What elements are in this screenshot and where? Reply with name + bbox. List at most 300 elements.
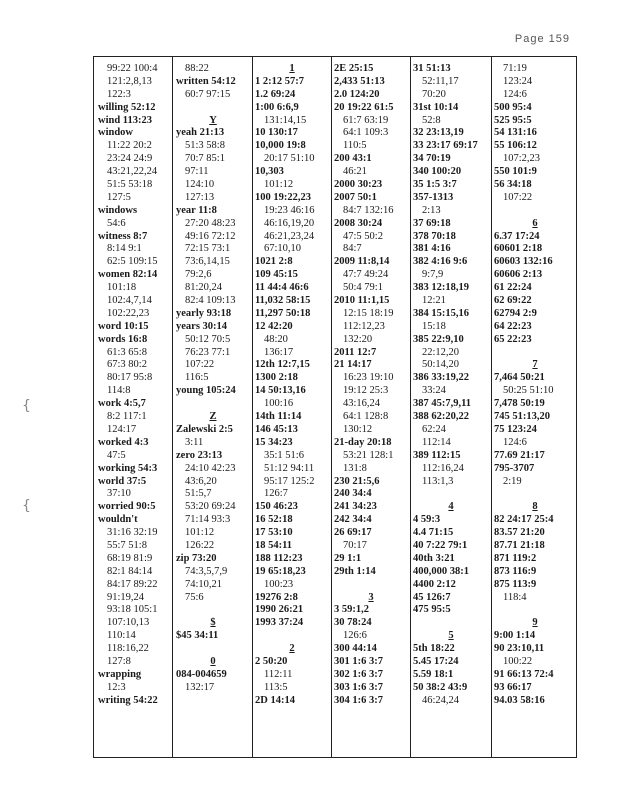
- index-reference: 79:2,6: [185, 269, 212, 281]
- index-reference: 113:5: [264, 681, 288, 693]
- index-headword: 19276 2:8: [255, 591, 298, 603]
- index-headword: 75 123:24: [494, 423, 537, 435]
- index-reference: 12:15 18:19: [343, 307, 394, 319]
- index-headword: 241 34:23: [334, 501, 377, 513]
- index-reference: 114:8: [107, 385, 131, 397]
- index-headword: 6.37 17:24: [494, 230, 540, 242]
- index-headword: 7,464 50:21: [494, 372, 545, 384]
- index-reference: 132:17: [185, 681, 215, 693]
- index-headword: 302 1:6 3:7: [334, 668, 383, 680]
- index-reference: 113:1,3: [422, 475, 454, 487]
- index-headword: 94.03 58:16: [494, 694, 545, 706]
- column-divider: [491, 57, 492, 757]
- index-headword: 50 38:2 43:9: [413, 681, 468, 693]
- index-headword: 11 44:4 46:6: [255, 282, 309, 294]
- index-reference: 84:7 132:16: [343, 204, 394, 216]
- index-headword: 55 106:12: [494, 140, 537, 152]
- index-reference: 70:17: [343, 539, 367, 551]
- index-headword: 64 22:23: [494, 320, 532, 332]
- index-reference: 68:19 81:9: [107, 552, 153, 564]
- index-column-1: [98, 63, 170, 708]
- index-reference: 101:18: [107, 282, 137, 294]
- index-headword: 301 1:6 3:7: [334, 655, 383, 667]
- index-headword: 29 1:1: [334, 552, 362, 564]
- index-headword: 10,303: [255, 166, 284, 178]
- index-headword: zero 23:13: [176, 449, 223, 461]
- index-headword: window: [98, 127, 134, 139]
- index-reference: 130:12: [343, 423, 373, 435]
- index-reference: 107:22: [185, 359, 215, 371]
- index-reference: 118:16,22: [107, 643, 149, 655]
- index-reference: 136:17: [264, 346, 294, 358]
- index-reference: 33:24: [422, 385, 446, 397]
- index-reference: 102:22,23: [107, 307, 150, 319]
- index-reference: 93:18 105:1: [107, 604, 158, 616]
- index-reference: 67:10,10: [264, 243, 302, 255]
- index-spacer: [413, 617, 489, 630]
- index-headword: 795-3707: [494, 462, 535, 474]
- index-reference: 84:17 89:22: [107, 578, 158, 590]
- index-reference: 81:20,24: [185, 282, 223, 294]
- index-reference: 124:6: [503, 436, 527, 448]
- index-headword: willing 52:12: [98, 101, 156, 113]
- index-headword: 1990 26:21: [255, 604, 304, 616]
- index-headword: 386 33:19,22: [413, 372, 469, 384]
- index-headword: words 16:8: [98, 333, 148, 345]
- index-spacer: [494, 604, 576, 617]
- index-reference: 52:11,17: [422, 75, 459, 87]
- index-headword: 56 34:18: [494, 179, 532, 191]
- index-reference: 43:16,24: [343, 398, 381, 410]
- index-headword: world 37:5: [98, 475, 147, 487]
- index-headword: 32 23:13,19: [413, 127, 464, 139]
- index-section-letter: 5: [448, 630, 454, 642]
- index-headword: 87.71 21:18: [494, 539, 545, 551]
- index-headword: 60606 2:13: [494, 269, 543, 281]
- index-headword: 378 70:18: [413, 230, 456, 242]
- index-headword: 31st 10:14: [413, 101, 459, 113]
- index-reference: 112:14: [422, 436, 451, 448]
- index-headword: 146 45:13: [255, 423, 298, 435]
- index-headword: 4.4 71:15: [413, 527, 454, 539]
- index-headword: 15 34:23: [255, 436, 293, 448]
- index-reference: 62:24: [422, 423, 446, 435]
- index-headword: 475 95:5: [413, 604, 451, 616]
- index-reference: 43:6,20: [185, 475, 217, 487]
- index-headword: 30 78:24: [334, 617, 372, 629]
- index-headword: 54 131:16: [494, 127, 537, 139]
- index-headword: 83.57 21:20: [494, 527, 545, 539]
- index-headword: 2.0 124:20: [334, 88, 380, 100]
- index-reference: 2:13: [422, 204, 441, 216]
- index-headword: 4400 2:12: [413, 578, 456, 590]
- index-headword: 5.45 17:24: [413, 655, 459, 667]
- index-reference: 122:3: [107, 88, 131, 100]
- index-column-6: [494, 63, 576, 708]
- index-headword: 93 66:17: [494, 681, 532, 693]
- index-reference: 8:2 117:1: [107, 411, 147, 423]
- index-reference: 110:5: [343, 140, 367, 152]
- index-reference: 126:6: [343, 630, 367, 642]
- index-reference: 51:5,7: [185, 488, 212, 500]
- index-reference: 76:23 77:1: [185, 346, 231, 358]
- index-reference: 50:4 79:1: [343, 282, 383, 294]
- index-headword: 873 116:9: [494, 565, 537, 577]
- index-headword: 387 45:7,9,11: [413, 398, 472, 410]
- index-headword: working 54:3: [98, 462, 158, 474]
- index-column-4: [334, 63, 408, 708]
- index-reference: 50:12 70:5: [185, 333, 231, 345]
- index-headword: 389 112:15: [413, 449, 461, 461]
- index-reference: 46:21: [343, 166, 367, 178]
- index-headword: 2,433 51:13: [334, 75, 385, 87]
- index-headword: 150 46:23: [255, 501, 298, 513]
- index-headword: 77.69 21:17: [494, 449, 545, 461]
- index-headword: 240 34:4: [334, 488, 372, 500]
- index-headword: zip 73:20: [176, 552, 217, 564]
- index-headword: 2007 50:1: [334, 191, 377, 203]
- index-headword: 18 54:11: [255, 539, 293, 551]
- index-headword: 109 45:15: [255, 269, 298, 281]
- index-reference: 74:3,5,7,9: [185, 565, 228, 577]
- index-headword: 1.2 69:24: [255, 88, 296, 100]
- index-spacer: [494, 488, 576, 501]
- index-headword: 21 14:17: [334, 359, 372, 371]
- index-headword: 1300 2:18: [255, 372, 298, 384]
- index-headword: 303 1:6 3:7: [334, 681, 383, 693]
- index-headword: 34 70:19: [413, 153, 451, 165]
- index-headword: 1021 2:8: [255, 256, 293, 268]
- index-headword: women 82:14: [98, 269, 158, 281]
- index-reference: 62:5 109:15: [107, 256, 158, 268]
- index-reference: 112:12,23: [343, 320, 385, 332]
- index-headword: 400,000 38:1: [413, 565, 469, 577]
- index-section-letter: 7: [532, 359, 538, 371]
- index-headword: 2D 14:14: [255, 694, 295, 706]
- index-headword: 4 59:3: [413, 514, 441, 526]
- index-reference: 61:3 65:8: [107, 346, 147, 358]
- index-headword: 084-004659: [176, 668, 227, 680]
- column-divider: [252, 57, 253, 757]
- index-reference: 51:5 53:18: [107, 179, 153, 191]
- index-headword: 5th 18:22: [413, 643, 455, 655]
- index-reference: 71:14 93:3: [185, 514, 231, 526]
- page-number-label: Page 159: [514, 33, 570, 45]
- index-reference: 11:22 20:2: [107, 140, 152, 152]
- index-headword: 5.59 18:1: [413, 668, 454, 680]
- index-reference: 124:10: [185, 179, 215, 191]
- index-headword: 384 15:15,16: [413, 307, 469, 319]
- index-reference: 72:15 73:1: [185, 243, 231, 255]
- index-headword: wind 113:23: [98, 114, 152, 126]
- index-reference: 61:7 63:19: [343, 114, 389, 126]
- index-headword: 9:00 1:14: [494, 630, 536, 642]
- index-reference: 3:11: [185, 436, 204, 448]
- index-reference: 88:22: [185, 63, 209, 74]
- index-reference: 52:8: [422, 114, 441, 126]
- index-headword: 1 2:12 57:7: [255, 75, 304, 87]
- index-headword: 10,000 19:8: [255, 140, 306, 152]
- index-reference: 71:19: [503, 63, 527, 74]
- index-headword: 550 101:9: [494, 166, 537, 178]
- index-reference: 75:6: [185, 591, 204, 603]
- index-headword: 11,032 58:15: [255, 295, 311, 307]
- index-headword: worried 90:5: [98, 501, 156, 513]
- index-reference: 82:1 84:14: [107, 565, 153, 577]
- index-reference: 16:23 19:10: [343, 372, 394, 384]
- index-spacer: [334, 579, 408, 592]
- index-reference: 19:12 25:3: [343, 385, 389, 397]
- index-reference: 124:6: [503, 88, 527, 100]
- index-reference: 8:14 9:1: [107, 243, 142, 255]
- index-headword: 60603 132:16: [494, 256, 553, 268]
- index-headword: yeah 21:13: [176, 127, 225, 139]
- index-headword: 14th 11:14: [255, 411, 302, 423]
- index-spacer: [413, 488, 489, 501]
- index-reference: 47:7 49:24: [343, 269, 389, 281]
- index-headword: young 105:24: [176, 385, 236, 397]
- index-reference: 67:3 80:2: [107, 359, 147, 371]
- column-divider: [331, 57, 332, 757]
- index-reference: 51:12 94:11: [264, 462, 315, 474]
- index-headword: 45 126:7: [413, 591, 451, 603]
- index-section-letter: 4: [448, 501, 454, 513]
- index-headword: 26 69:17: [334, 527, 372, 539]
- index-reference: 53:20 69:24: [185, 501, 236, 513]
- index-headword: 35 1:5 3:7: [413, 179, 457, 191]
- index-headword: 1:00 6:6,9: [255, 101, 299, 113]
- index-headword: 7,478 50:19: [494, 398, 545, 410]
- index-reference: 101:12: [264, 179, 294, 191]
- index-spacer: [255, 630, 329, 643]
- index-reference: 126:22: [185, 539, 215, 551]
- index-headword: worked 4:3: [98, 436, 149, 448]
- index-headword: 100 19:22,23: [255, 191, 311, 203]
- index-headword: 242 34:4: [334, 514, 372, 526]
- index-headword: 90 23:10,11: [494, 643, 545, 655]
- index-spacer: [176, 643, 250, 656]
- index-headword: 16 52:18: [255, 514, 293, 526]
- index-spacer: [494, 205, 576, 218]
- index-column-2: [176, 63, 250, 695]
- index-reference: 37:10: [107, 488, 131, 500]
- index-headword: 2 50:20: [255, 655, 288, 667]
- index-column-3: [255, 63, 329, 708]
- index-reference: 95:17 125:2: [264, 475, 315, 487]
- index-headword: 12 42:20: [255, 320, 293, 332]
- index-section-letter: 3: [368, 591, 374, 603]
- index-headword: 300 44:14: [334, 643, 377, 655]
- index-reference: 107:22: [503, 191, 533, 203]
- index-headword: writing 54:22: [98, 694, 158, 706]
- index-headword: 37 69:18: [413, 217, 451, 229]
- index-reference: 49:16 72:12: [185, 230, 236, 242]
- index-reference: 91:19,24: [107, 591, 145, 603]
- index-headword: 745 51:13,20: [494, 411, 550, 423]
- index-reference: 118:4: [503, 591, 527, 603]
- index-reference: 101:12: [185, 527, 215, 539]
- index-headword: 500 95:4: [494, 101, 532, 113]
- index-section-letter: 2: [289, 643, 295, 655]
- index-reference: 131:14,15: [264, 114, 307, 126]
- index-reference: 107:2,23: [503, 153, 541, 165]
- index-headword: 382 4:16 9:6: [413, 256, 468, 268]
- index-headword: 19 65:18,23: [255, 565, 306, 577]
- index-reference: 102:4,7,14: [107, 295, 152, 307]
- index-headword: Zalewski 2:5: [176, 423, 233, 435]
- index-reference: 50:25 51:10: [503, 385, 554, 397]
- index-headword: 230 21:5,6: [334, 475, 380, 487]
- index-reference: 55:7 51:8: [107, 539, 147, 551]
- index-reference: 15:18: [422, 320, 446, 332]
- index-reference: 64:1 109:3: [343, 127, 389, 139]
- index-headword: 10 130:17: [255, 127, 298, 139]
- index-headword: witness 8:7: [98, 230, 148, 242]
- index-reference: 46:24,24: [422, 694, 460, 706]
- index-reference: 99:22 100:4: [107, 63, 158, 74]
- index-reference: 51:3 58:8: [185, 140, 225, 152]
- index-section-letter: $: [210, 617, 216, 629]
- index-headword: 91 66:13 72:4: [494, 668, 554, 680]
- index-headword: 11,297 50:18: [255, 307, 311, 319]
- index-headword: 14 50:13,16: [255, 385, 306, 397]
- index-reference: 80:17 95:8: [107, 372, 153, 384]
- index-reference: 46:16,19,20: [264, 217, 315, 229]
- index-frame: [93, 56, 577, 758]
- index-reference: 12:3: [107, 681, 126, 693]
- index-reference: 47:5 50:2: [343, 230, 383, 242]
- index-headword: 40th 3:21: [413, 552, 455, 564]
- index-headword: 2011 12:7: [334, 346, 377, 358]
- index-headword: wrapping: [98, 668, 142, 680]
- index-headword: 2010 11:1,15: [334, 295, 390, 307]
- index-headword: 29th 1:14: [334, 565, 376, 577]
- index-reference: 73:6,14,15: [185, 256, 230, 268]
- index-headword: wouldn't: [98, 514, 138, 526]
- index-section-letter: 6: [532, 217, 538, 229]
- index-reference: 131:8: [343, 462, 367, 474]
- index-headword: 2000 30:23: [334, 179, 383, 191]
- index-reference: 126:7: [264, 488, 288, 500]
- index-reference: 124:17: [107, 423, 137, 435]
- index-reference: 112:16,24: [422, 462, 464, 474]
- index-headword: 82 24:17 25:4: [494, 514, 554, 526]
- index-reference: 46:21,23,24: [264, 230, 315, 242]
- index-reference: 123:24: [503, 75, 533, 87]
- index-reference: 70:20: [422, 88, 446, 100]
- index-reference: 116:5: [185, 372, 209, 384]
- index-reference: 22:12,20: [422, 346, 460, 358]
- index-reference: 43:21,22,24: [107, 166, 158, 178]
- index-reference: 127:5: [107, 191, 131, 203]
- index-spacer: [176, 398, 250, 411]
- index-reference: 127:13: [185, 191, 215, 203]
- index-reference: 35:1 51:6: [264, 449, 304, 461]
- index-column-5: [413, 63, 489, 708]
- index-headword: 200 43:1: [334, 153, 372, 165]
- column-divider: [410, 57, 411, 757]
- index-headword: 2008 30:24: [334, 217, 383, 229]
- index-headword: 21-day 20:18: [334, 436, 392, 448]
- index-spacer: [494, 347, 576, 360]
- index-headword: 875 113:9: [494, 578, 537, 590]
- index-headword: 12th 12:7,15: [255, 359, 310, 371]
- index-headword: 385 22:9,10: [413, 333, 464, 345]
- index-headword: 383 12:18,19: [413, 282, 469, 294]
- index-headword: yearly 93:18: [176, 307, 232, 319]
- index-reference: 24:10 42:23: [185, 462, 236, 474]
- margin-bracket-mark: {: [22, 498, 31, 514]
- index-headword: 525 95:5: [494, 114, 532, 126]
- index-reference: 31:16 32:19: [107, 527, 158, 539]
- index-headword: 2009 11:8,14: [334, 256, 390, 268]
- index-section-letter: 9: [532, 617, 538, 629]
- index-headword: 40 7:22 79:1: [413, 539, 468, 551]
- index-reference: 47:5: [107, 449, 126, 461]
- index-headword: 3 59:1,2: [334, 604, 369, 616]
- index-reference: 132:20: [343, 333, 373, 345]
- index-reference: 100:16: [264, 398, 294, 410]
- index-reference: 97:11: [185, 166, 209, 178]
- index-headword: 304 1:6 3:7: [334, 694, 383, 706]
- index-section-letter: Z: [209, 411, 217, 423]
- index-section-letter: 1: [289, 63, 295, 74]
- index-spacer: [176, 102, 250, 115]
- index-section-letter: 8: [532, 501, 538, 513]
- index-reference: 60:7 97:15: [185, 88, 231, 100]
- index-reference: 127:8: [107, 655, 131, 667]
- margin-bracket-mark: {: [22, 398, 31, 414]
- index-reference: 107:10,13: [107, 617, 150, 629]
- index-reference: 112:11: [264, 668, 293, 680]
- index-reference: 23:24 24:9: [107, 153, 153, 165]
- index-headword: written 54:12: [176, 75, 236, 87]
- index-headword: 1993 37:24: [255, 617, 304, 629]
- index-headword: 33 23:17 69:17: [413, 140, 478, 152]
- index-headword: 61 22:24: [494, 282, 532, 294]
- index-reference: 64:1 128:8: [343, 411, 389, 423]
- index-reference: 121:2,8,13: [107, 75, 152, 87]
- index-reference: 100:22: [503, 655, 533, 667]
- index-reference: 48:20: [264, 333, 288, 345]
- index-headword: 357-1313: [413, 191, 454, 203]
- index-headword: work 4:5,7: [98, 398, 146, 410]
- index-headword: 17 53:10: [255, 527, 293, 539]
- index-reference: 53:21 128:1: [343, 449, 394, 461]
- index-section-letter: Y: [209, 114, 217, 126]
- index-headword: 388 62:20,22: [413, 411, 469, 423]
- index-reference: 84:7: [343, 243, 362, 255]
- index-reference: 2:19: [503, 475, 522, 487]
- index-reference: 20:17 51:10: [264, 153, 315, 165]
- index-section-letter: 0: [210, 655, 216, 667]
- index-headword: year 11:8: [176, 204, 217, 216]
- index-headword: 62794 2:9: [494, 307, 537, 319]
- index-reference: 82:4 109:13: [185, 295, 236, 307]
- index-headword: years 30:14: [176, 320, 228, 332]
- index-headword: $45 34:11: [176, 630, 219, 642]
- index-reference: 27:20 48:23: [185, 217, 236, 229]
- index-headword: 62 69:22: [494, 295, 532, 307]
- index-headword: 65 22:23: [494, 333, 532, 345]
- column-divider: [172, 57, 173, 757]
- index-reference: 19:23 46:16: [264, 204, 315, 216]
- index-headword: 188 112:23: [255, 552, 303, 564]
- index-reference: 110:14: [107, 630, 136, 642]
- index-reference: 9:7,9: [422, 269, 444, 281]
- index-headword: word 10:15: [98, 320, 149, 332]
- index-headword: 60601 2:18: [494, 243, 543, 255]
